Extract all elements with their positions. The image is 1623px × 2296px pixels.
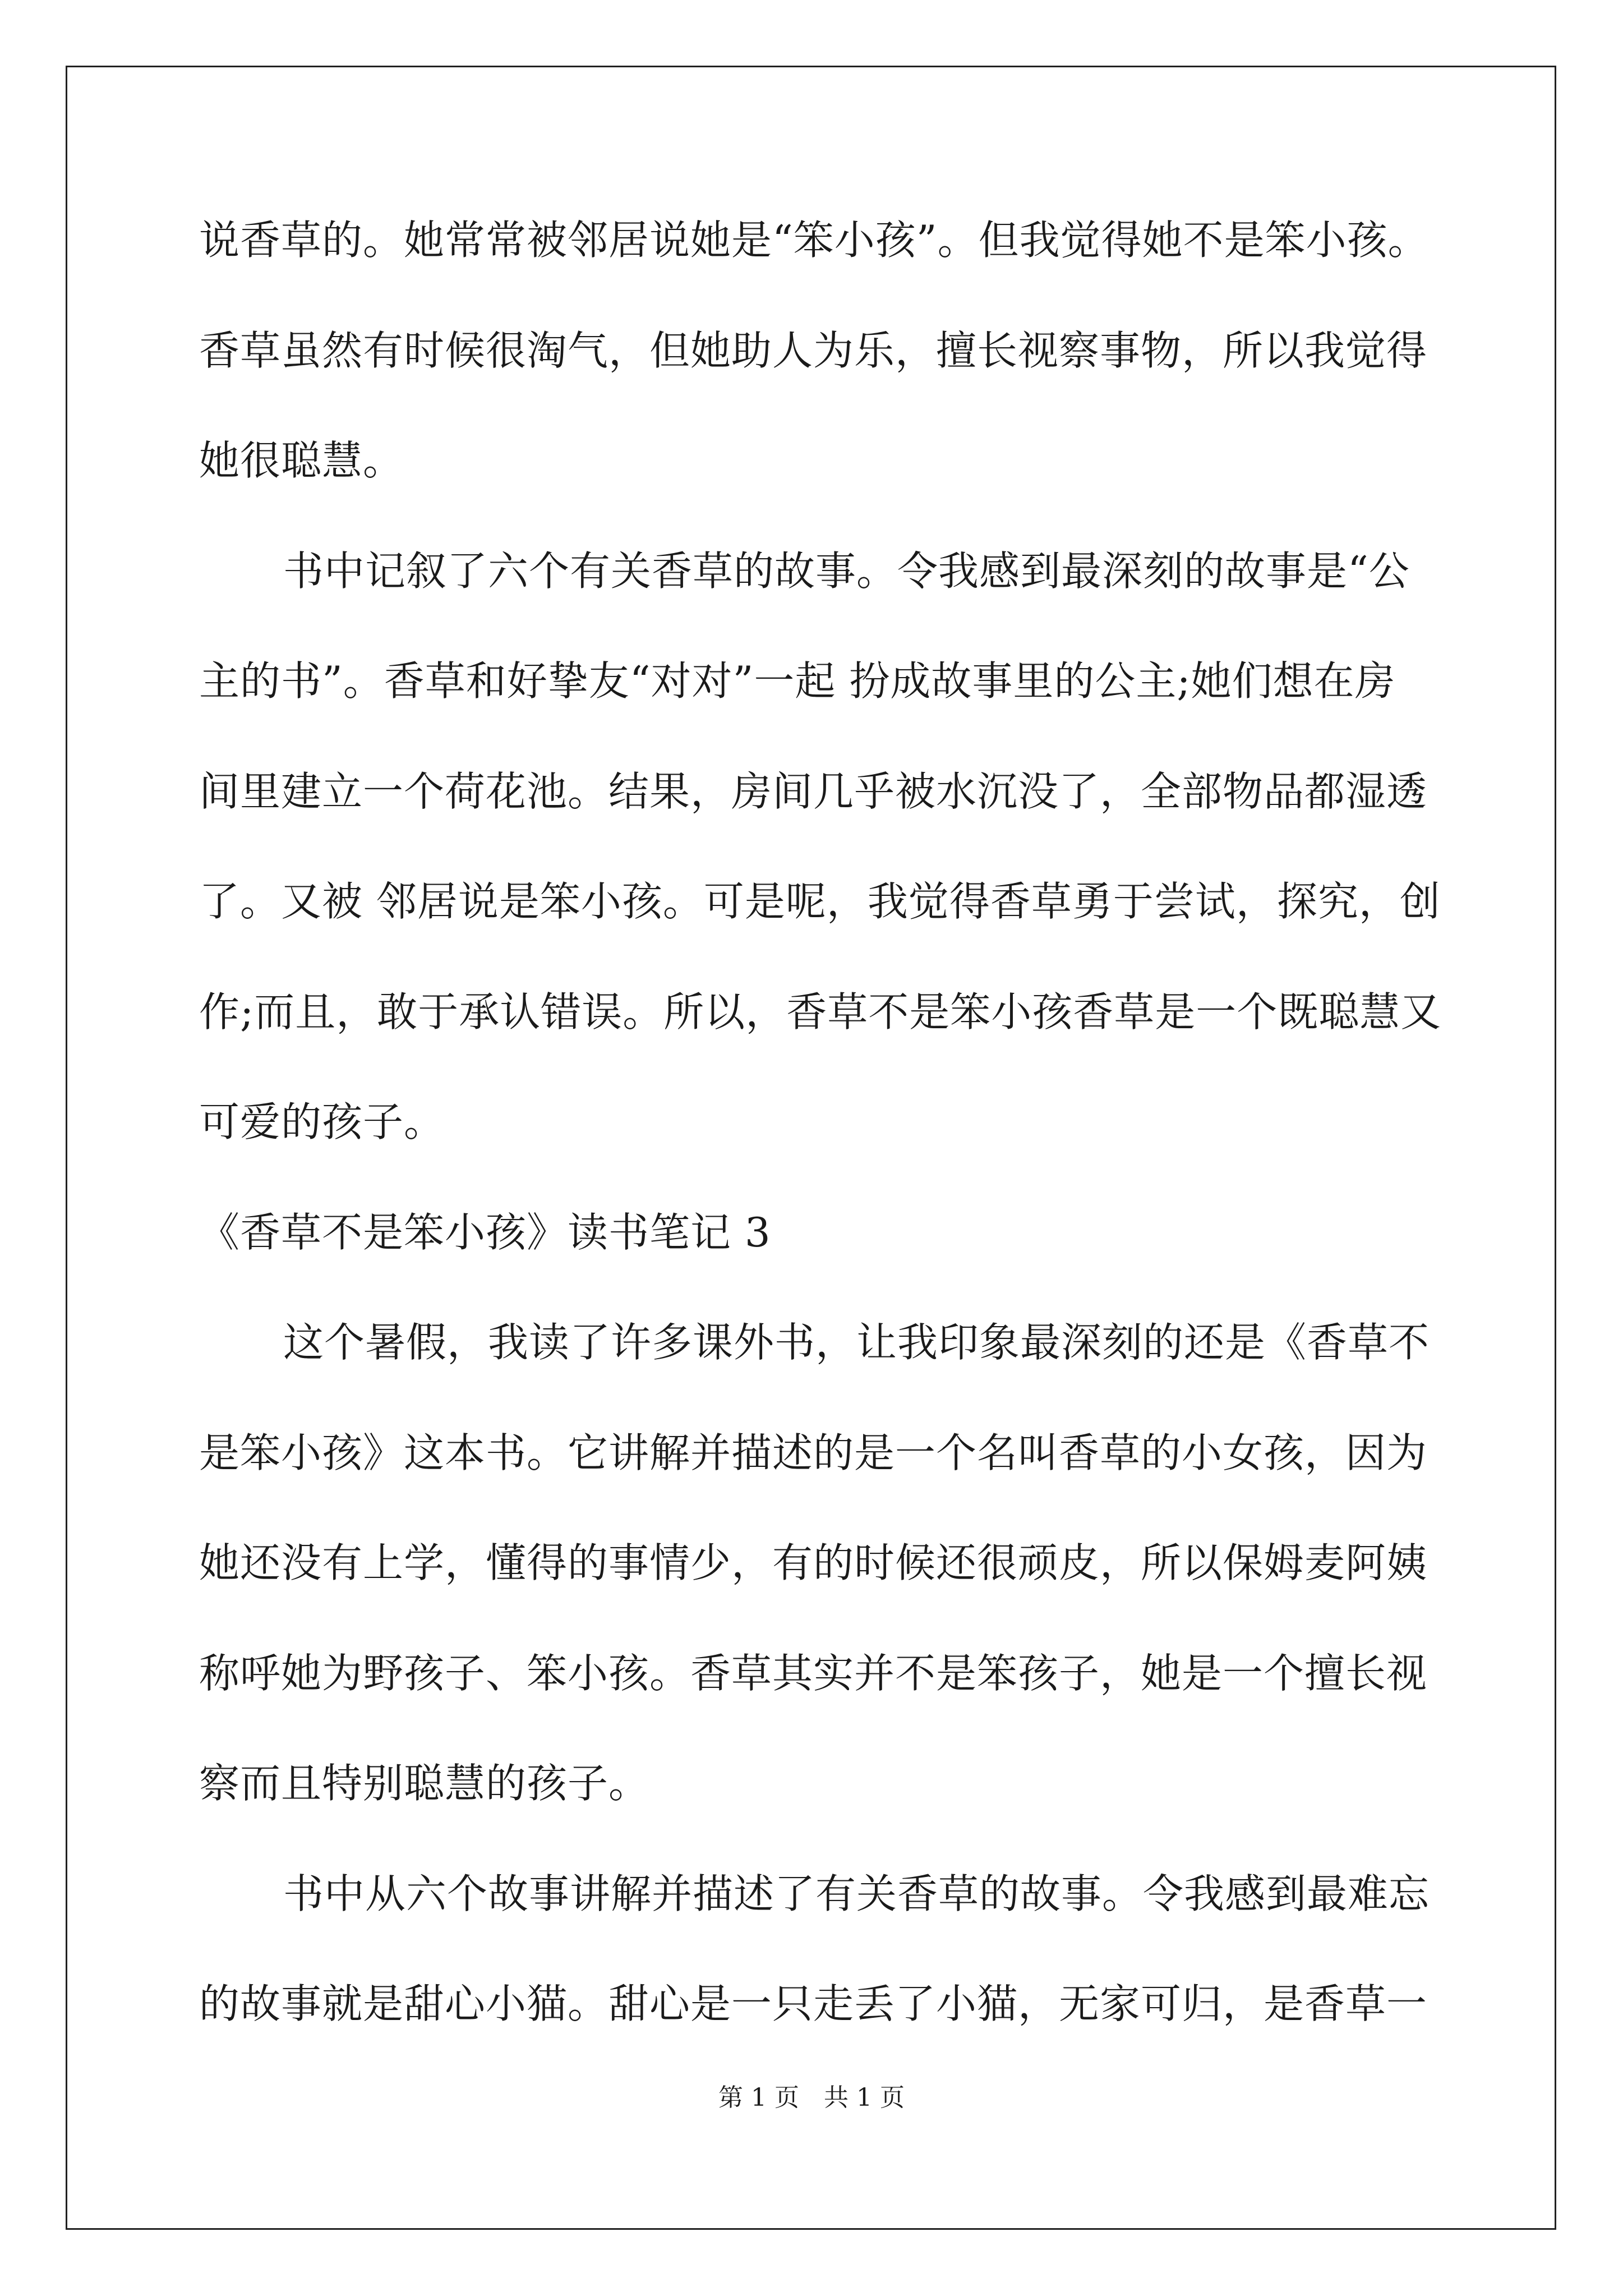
text-line: 是笨小孩》这本书。它讲解并描述的是一个名叫香草的小女孩，因为	[199, 1429, 1428, 1476]
document-body	[199, 185, 1450, 2059]
section-heading: 《香草不是笨小孩》读书笔记 3	[199, 1208, 771, 1256]
page-footer: 第 1 页 共 1 页	[718, 2083, 905, 2112]
text-line: 的故事就是甜心小猫。甜心是一只走丢了小猫，无家可归，是香草一	[199, 1980, 1428, 2027]
text-line: 她很聪慧。	[199, 437, 404, 484]
text-line: 称呼她为野孩子、笨小孩。香草其实并不是笨孩子，她是一个擅长视	[199, 1649, 1428, 1697]
text-line: 察而且特别聪慧的孩子。	[199, 1760, 650, 1807]
text-line: 可爱的孩子。	[199, 1098, 445, 1145]
paragraph-start: 书中记叙了六个有关香草的故事。令我感到最深刻的故事是“公	[283, 547, 1410, 595]
text-line: 主的书”。香草和好挚友“对对”一起 扮成故事里的公主;她们想在房	[199, 657, 1396, 705]
paragraph-start: 书中从六个故事讲解并描述了有关香草的故事。令我感到最难忘	[283, 1870, 1430, 1917]
text-line: 作;而且，敢于承认错误。所以，香草不是笨小孩香草是一个既聪慧又	[199, 988, 1442, 1036]
text-line: 说香草的。她常常被邻居说她是“笨小孩”。但我觉得她不是笨小孩。	[199, 217, 1429, 264]
text-line: 间里建立一个荷花池。结果，房间几乎被水沉没了，全部物品都湿透	[199, 767, 1428, 815]
paragraph-start: 这个暑假，我读了许多课外书，让我印象最深刻的还是《香草不	[283, 1319, 1430, 1366]
text-line: 了。又被 邻居说是笨小孩。可是呢，我觉得香草勇于尝试，探究，创	[199, 878, 1441, 925]
text-line: 香草虽然有时候很淘气，但她助人为乐，擅长视察事物，所以我觉得	[199, 326, 1428, 374]
text-line: 她还没有上学，懂得的事情少，有的时候还很顽皮，所以保姆麦阿姨	[199, 1539, 1428, 1586]
